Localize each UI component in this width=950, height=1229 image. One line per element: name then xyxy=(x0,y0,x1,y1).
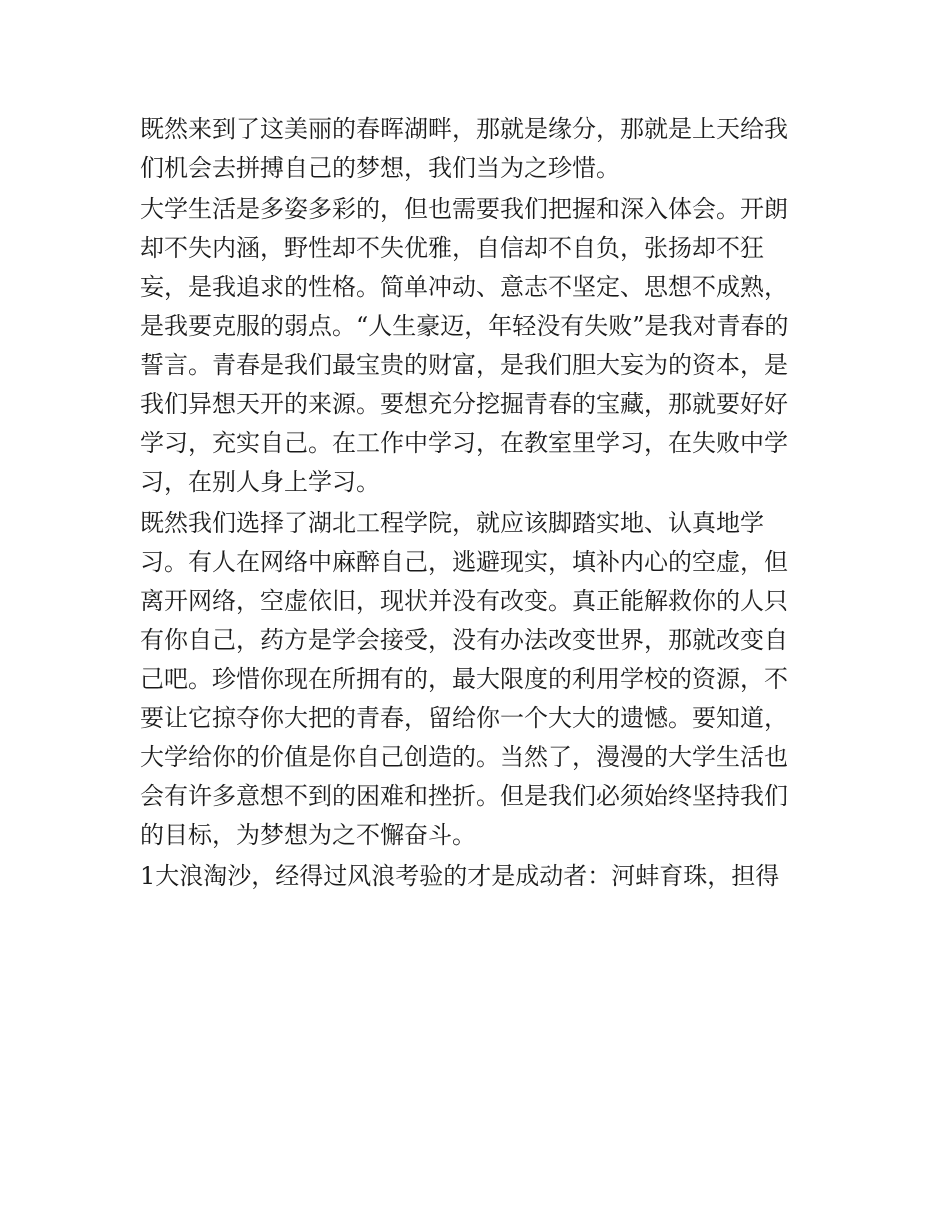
text-line: 会有许多意想不到的困难和挫折。但是我们必须始终坚持我们 xyxy=(140,782,788,810)
text-line: 离开网络，空虚依旧，现状并没有改变。真正能解救你的人只 xyxy=(140,587,788,615)
text-line: 学习，充实自己。在工作中学习，在教室里学习，在失败中学 xyxy=(140,429,788,457)
text-line: 却不失内涵，野性却不失优雅，自信却不自负，张扬却不狂 xyxy=(140,234,764,262)
text-line: 们机会去拼搏自己的梦想，我们当为之珍惜。 xyxy=(140,154,620,182)
text-line: 是我要克服的弱点。“人生豪迈，年轻没有失败”是我对青春的 xyxy=(140,312,789,340)
paragraph-1 xyxy=(140,110,820,188)
text-line: 要让它掠夺你大把的青春，留给你一个大大的遗憾。要知道， xyxy=(140,704,788,732)
document-body xyxy=(140,110,820,896)
text-line: 习。有人在网络中麻醉自己，逃避现实，填补内心的空虚，但 xyxy=(140,548,788,576)
text-line: 的目标，为梦想为之不懈奋斗。 xyxy=(140,821,476,849)
text-line: 大学给你的价值是你自己创造的。当然了，漫漫的大学生活也 xyxy=(140,743,788,771)
paragraph-3 xyxy=(140,504,820,855)
paragraph-4 xyxy=(140,857,820,896)
text-line: 己吧。珍惜你现在所拥有的，最大限度的利用学校的资源，不 xyxy=(140,665,788,693)
text-line: 妄，是我追求的性格。简单冲动、意志不坚定、思想不成熟， xyxy=(140,273,788,301)
text-line: 我们异想天开的来源。要想充分挖掘青春的宝藏，那就要好好 xyxy=(140,390,788,418)
text-line: 大学生活是多姿多彩的，但也需要我们把握和深入体会。开朗 xyxy=(140,195,788,223)
text-line: 有你自己，药方是学会接受，没有办法改变世界，那就改变自 xyxy=(140,626,788,654)
text-line: 习，在别人身上学习。 xyxy=(140,468,380,496)
text-line: 既然我们选择了湖北工程学院，就应该脚踏实地、认真地学 xyxy=(140,509,764,537)
text-line: 誓言。青春是我们最宝贵的财富，是我们胆大妄为的资本，是 xyxy=(140,351,788,379)
text-line: 1大浪淘沙，经得过风浪考验的才是成动者：河蚌育珠，担得 xyxy=(140,862,780,890)
text-line: 既然来到了这美丽的春晖湖畔，那就是缘分，那就是上天给我 xyxy=(140,115,788,143)
paragraph-2 xyxy=(140,190,820,502)
